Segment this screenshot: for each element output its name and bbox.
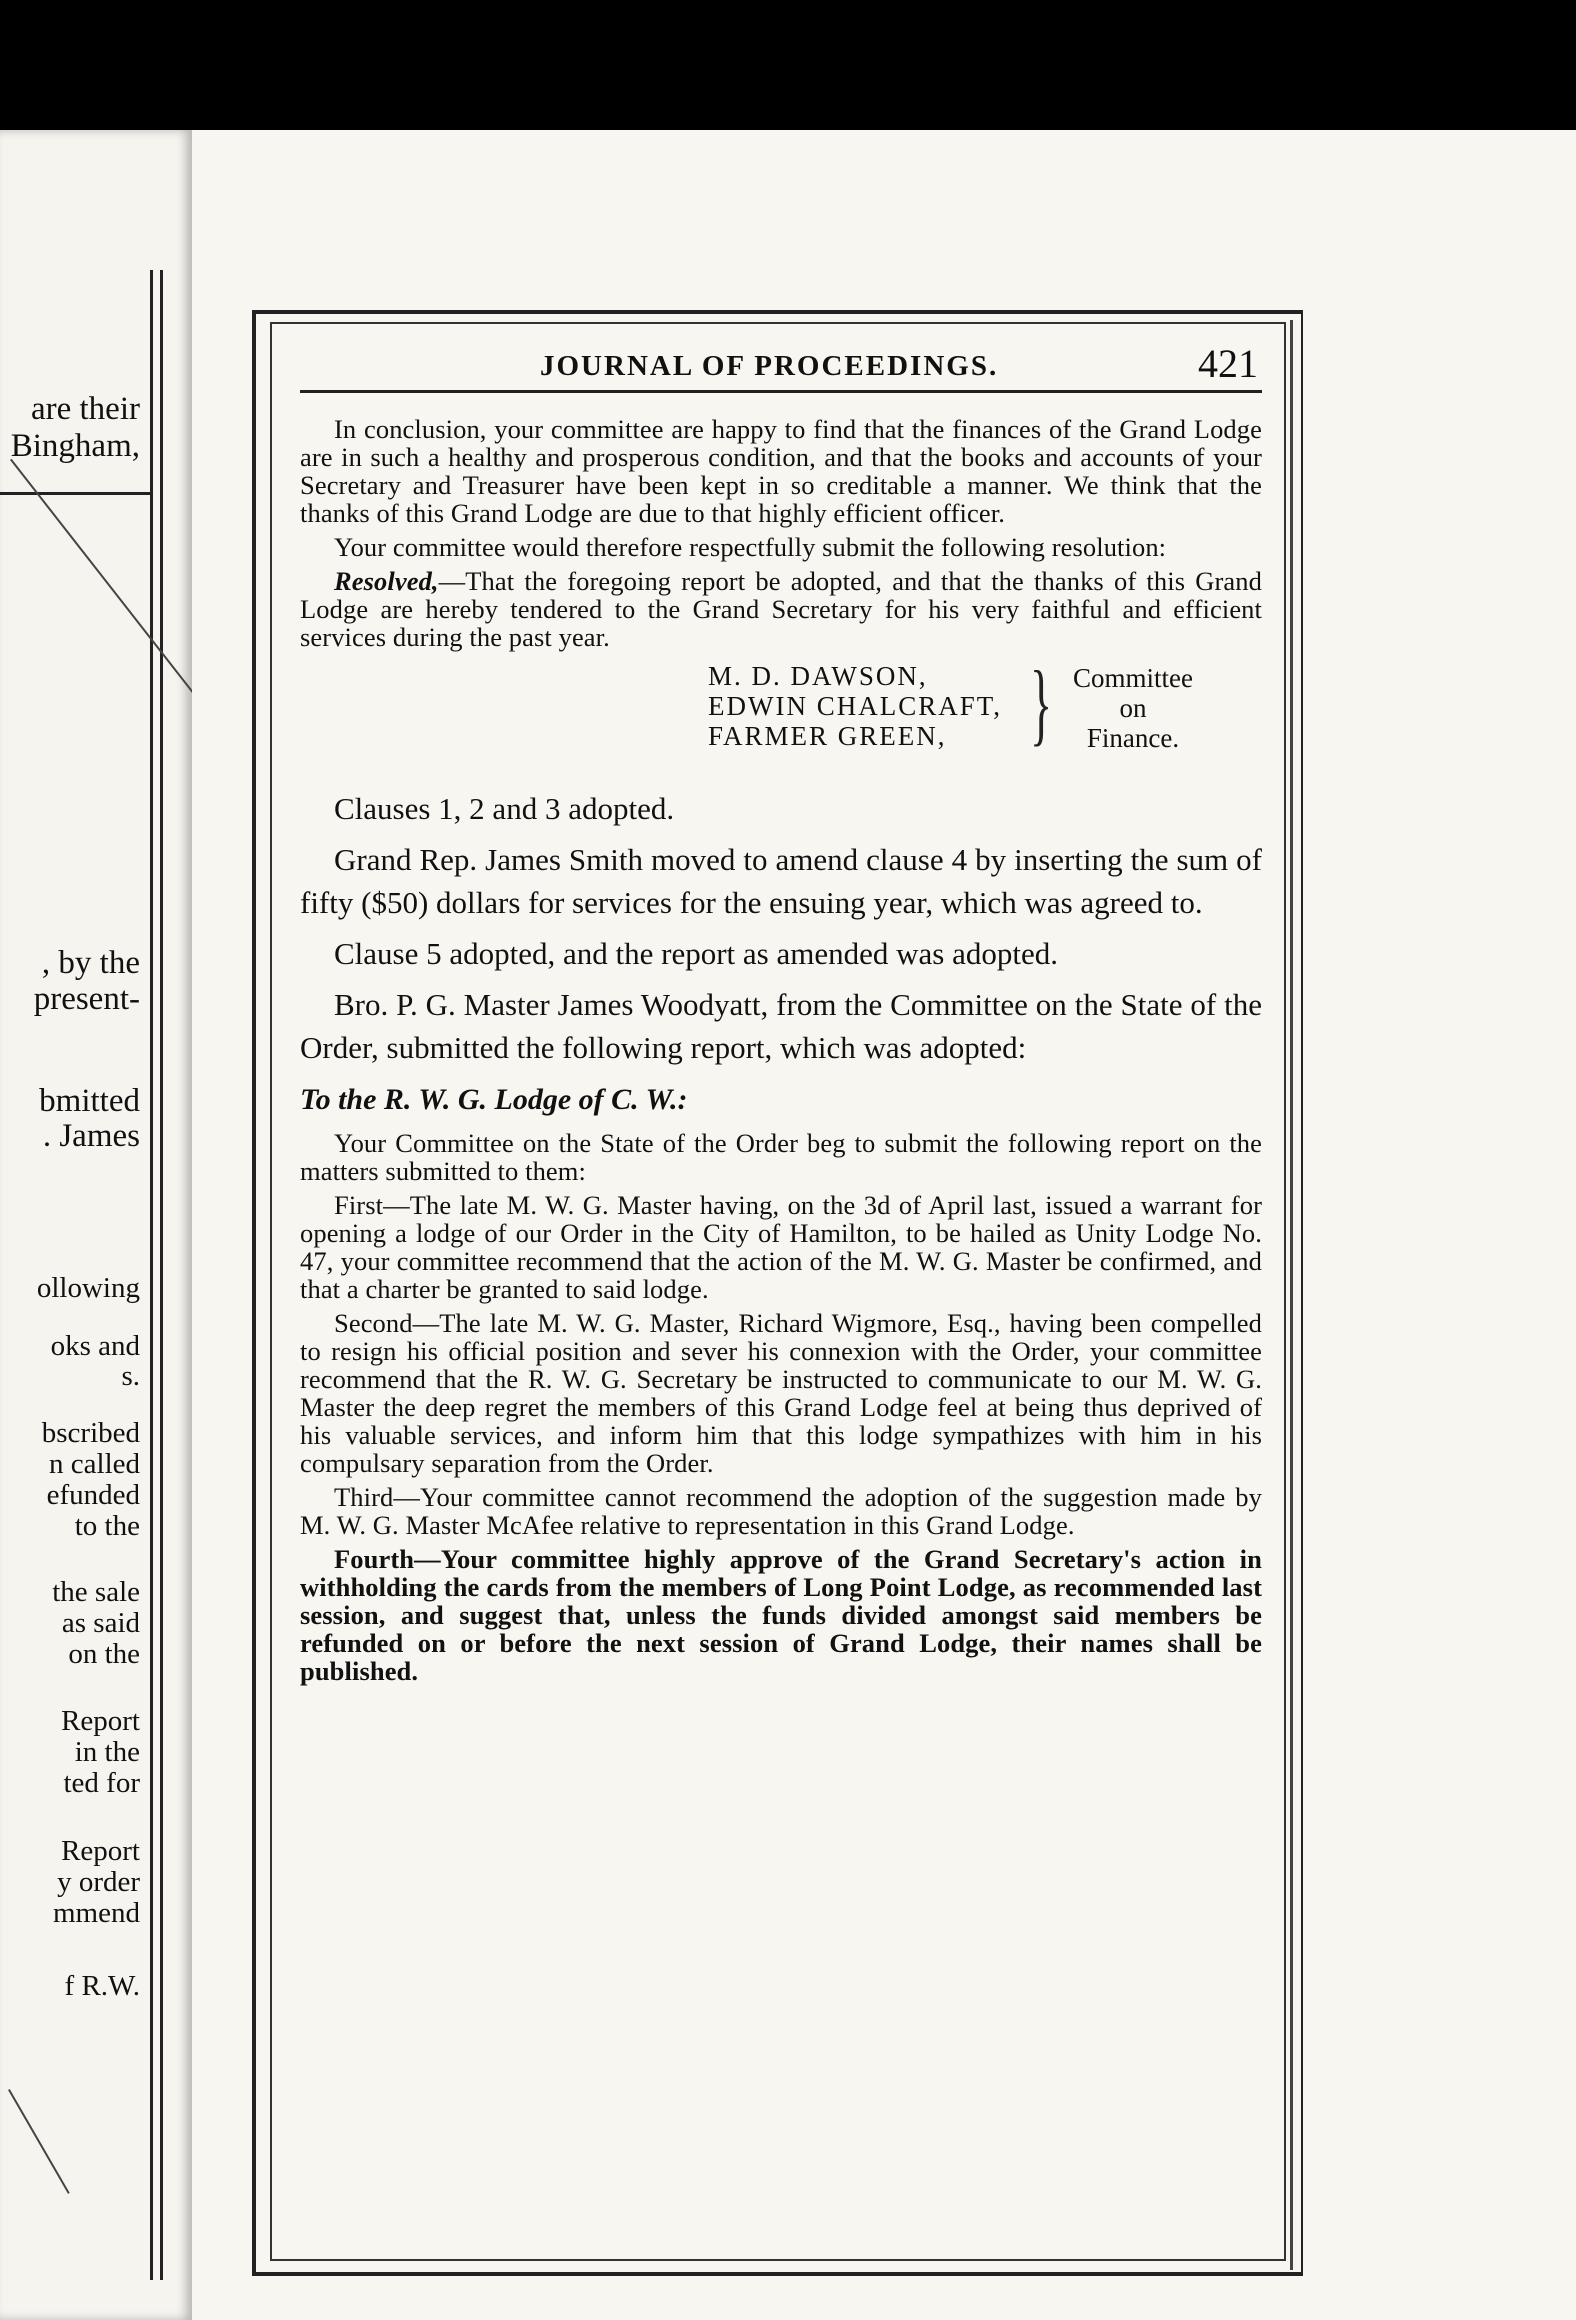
signatory-name: M. D. DAWSON,: [708, 661, 928, 691]
paragraph-third: Third—Your committee cannot recommend the adoption of the suggestion made by M. W. G. Master McAfee relative to representation in this Grand Lodge.: [300, 1482, 1262, 1540]
page-number: 421: [1198, 341, 1258, 386]
role-line: Committee: [1073, 663, 1193, 693]
left-page-header-rule: [0, 492, 152, 495]
page-content: [300, 336, 1262, 1691]
paragraph-first: First—The late M. W. G. Master having, on the 3d of April last, issued a warrant for opening a lodge of our Order in the City of Hamilton, to be hailed as Unity Lodge No. 47, your committee recommend that the action of the M. W. G. Master be confirmed, and that a charter be granted to said lodge.: [300, 1190, 1262, 1304]
fragment-line: , by the: [41, 945, 140, 981]
fragment-line: Bingham,: [10, 428, 140, 464]
fragment-line: . James: [42, 1118, 140, 1154]
fragment-line: y order: [57, 1866, 140, 1898]
fragment-line: f R.W.: [64, 1970, 140, 2002]
paragraph-fourth: Fourth—Your committee highly approve of the Grand Secretary's action in withholding the cards from the members of Long Point Lodge, as recommended last session, and suggest that, unless the funds divided amongst said members be refunded on or before the next session of Grand Lodge, their names shall be published.: [300, 1544, 1262, 1686]
paragraph-grand-rep: Grand Rep. James Smith moved to amend clause 4 by inserting the sum of fifty ($50) dollars for services for the ensuing year, which was agreed to.: [300, 842, 1262, 920]
paragraph-clause-5: Clause 5 adopted, and the report as amended was adopted.: [334, 936, 1058, 971]
fragment-line: the sale: [52, 1576, 140, 1608]
fragment-line: ollowing: [36, 1272, 140, 1304]
fragment-line: as said: [61, 1607, 140, 1639]
ink-stroke: [8, 2089, 70, 2194]
fragment-line: bmitted: [39, 1083, 140, 1119]
fragment-line: Report: [61, 1835, 140, 1867]
resolved-label: Resolved,: [334, 566, 439, 596]
fragment-line: in the: [74, 1736, 140, 1768]
paragraph-submit: Your committee would therefore respectfully submit the following resolution:: [334, 532, 1167, 562]
fragment-line: on the: [68, 1638, 140, 1670]
fragment-line: n called: [49, 1448, 140, 1480]
paragraph-second: Second—The late M. W. G. Master, Richard Wigmore, Esq., having been compelled to resign his official position and sever his connexion with the Order, your committee recommend that the R. W. G. Secretary be instructed to communicate to our M. W. G. Master the deep regret the members of this Grand Lodge feel at being thus deprived of his valuable services, and inform him that this lodge sympathizes with him in his compulsary separation from the Order.: [300, 1308, 1262, 1478]
fragment-line: bscribed: [41, 1417, 140, 1449]
page-border-right: [1290, 320, 1293, 2270]
fragment-line: are their: [30, 391, 140, 427]
fragment-line: s.: [121, 1360, 140, 1392]
resolved-text: —That the foregoing report be adopted, and that the thanks of this Grand Lodge are hereby tendered to the Grand Secretary for his very faithful and efficient services during the past year.: [300, 566, 1262, 652]
committee-signature: [300, 652, 1262, 779]
paragraph-state-of-order: Your Committee on the State of the Order beg to submit the following report on the matters submitted to them:: [300, 1128, 1262, 1186]
paragraph-clauses: Clauses 1, 2 and 3 adopted.: [334, 791, 675, 826]
previous-page-fragment: [0, 130, 192, 2320]
brace-icon: }: [1030, 652, 1053, 754]
fragment-line: present-: [33, 981, 140, 1017]
signatory-name: FARMER GREEN,: [708, 721, 947, 751]
fragment-line: Report: [61, 1705, 140, 1737]
left-page-border: [150, 270, 153, 2280]
paragraph-woodyatt: Bro. P. G. Master James Woodyatt, from the Committee on the State of the Order, submitted the following report, which was adopted:: [300, 987, 1262, 1065]
role-line: on: [1119, 693, 1147, 723]
salutation: To the R. W. G. Lodge of C. W.:: [300, 1083, 688, 1116]
fragment-line: to the: [74, 1510, 140, 1542]
paragraph-resolved: [300, 567, 1262, 651]
signatory-names: [708, 661, 1002, 751]
page-title: JOURNAL OF PROCEEDINGS.: [540, 350, 999, 382]
journal-page: [192, 130, 1576, 2320]
paragraph-conclusion: In conclusion, your committee are happy to find that the finances of the Grand Lodge are in such a healthy and prosperous condition, and that the books and accounts of your Secretary and Treasurer have been kept in so creditable a manner. We think that the thanks of this Grand Lodge are due to that highly efficient officer.: [300, 414, 1262, 528]
fragment-line: oks and: [50, 1330, 140, 1362]
ink-stroke: [10, 459, 192, 744]
left-page-border-inner: [160, 270, 163, 2280]
signatory-name: EDWIN CHALCRAFT,: [708, 691, 1002, 721]
fragment-line: ted for: [63, 1767, 140, 1799]
committee-role: [1068, 663, 1198, 753]
running-head: [300, 336, 1262, 393]
fragment-line: efunded: [46, 1479, 140, 1511]
role-line: Finance.: [1086, 723, 1180, 753]
fragment-line: mmend: [53, 1897, 140, 1929]
